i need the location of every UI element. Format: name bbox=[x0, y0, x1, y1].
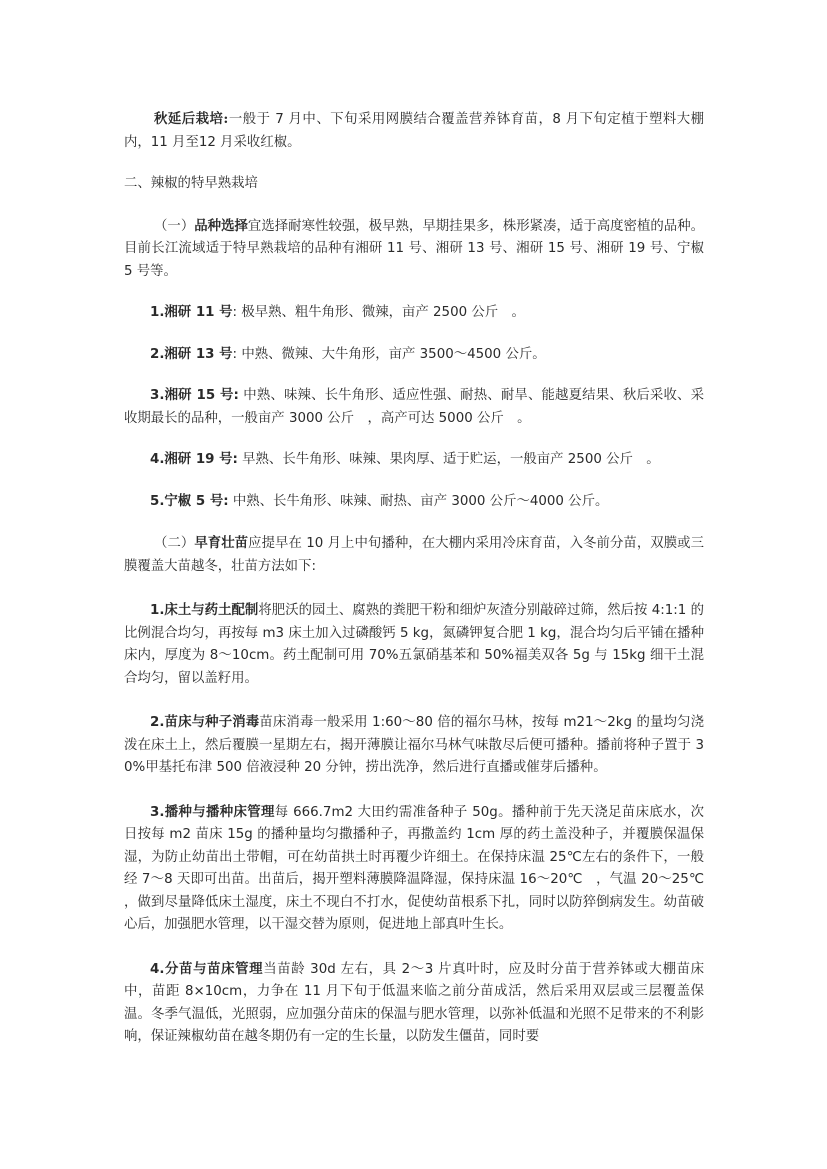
variety-name: 1.湘研 11 号 bbox=[150, 305, 233, 320]
document-body bbox=[124, 108, 718, 1049]
step-text: 每 666.7m2 大田约需准备种子 50g。播种前于先天浇足苗床底水，次日按每 m2 苗床 15g 的播种量均匀撒播种子，再撒盖约 1cm 厚的药土盖没种子，并覆膜保温保湿，为防止幼苗出土带帽，可在幼苗拱土时再覆少许细土。在保持床温 25℃左右的条件下，一般经 7～8 天即可出苗。出苗后，揭开塑料薄膜降温降湿，保持床温 16～20℃ ，气温 20～25℃ ，做到尽量降低床土湿度，床土不现白不打水，促使幼苗根系下扎，同时以防猝倒病发生。幼苗破心后，加强肥水管理，以干湿交替为原则，促进地上部真叶生长。 bbox=[124, 804, 718, 932]
variety-item bbox=[124, 344, 704, 367]
variety-name: 5.宁椒 5 号: bbox=[150, 493, 229, 509]
step-text: 将肥沃的园土、腐熟的粪肥干粉和细炉灰渣分别敲碎过筛，然后按 4:1:1 的比例混合均匀，再按每 m3 床土加入过磷酸钙 5 kg，氮磷钾复合肥 1 kg，混合均匀后平铺在播种床内，厚度为 8～10cm。药土配制可用 70%五氯硝基苯和 50%福美双各 5g 与 15kg 细干土混合均匀，留以盖籽用。 bbox=[124, 603, 705, 686]
step-item bbox=[124, 600, 704, 690]
variety-name: 2.湘研 13 号 bbox=[150, 346, 233, 362]
step-item bbox=[124, 802, 718, 937]
paragraph-lead-bold: 秋延后栽培: bbox=[154, 111, 229, 127]
variety-item bbox=[124, 449, 704, 472]
section-heading-early-cultivation: 二、辣椒的特早熟栽培 bbox=[124, 176, 258, 191]
variety-desc: 早熟、长牛角形、味辣、果肉厚、适于贮运，一般亩产 2500 公斤 。 bbox=[237, 452, 660, 467]
variety-desc: : 中熟、微辣、大牛角形，亩产 3500～4500 公斤。 bbox=[232, 346, 546, 362]
variety-desc: 中熟、长牛角形、味辣、耐热、亩产 3000 公斤～4000 公斤。 bbox=[228, 493, 609, 509]
section-prefix: （一） bbox=[154, 218, 195, 234]
paragraph-autumn-cultivation bbox=[124, 108, 704, 154]
step-title: 4.分苗与苗床管理 bbox=[150, 961, 264, 977]
variety-name: 4.湘研 19 号: bbox=[150, 452, 238, 467]
paragraph-text: 应提早在 10 月上中旬播种，在大棚内采用冷床育苗，入冬前分苗，双膜或三膜覆盖大苗越冬，壮苗方法如下: bbox=[124, 536, 705, 574]
variety-name: 3.湘研 15 号: bbox=[150, 388, 239, 403]
variety-item bbox=[124, 491, 704, 514]
step-item bbox=[124, 712, 704, 780]
paragraph-text: 一般于 7 月中、下旬采用网膜结合覆盖营养钵育苗，8 月下旬定植于塑料大棚内，11 月至12 月采收红椒。 bbox=[124, 112, 704, 150]
variety-desc: : 极早熟、粗牛角形、微辣，亩产 2500 公斤 。 bbox=[232, 305, 525, 320]
variety-desc: 中熟、味辣、长牛角形、适应性强、耐热、耐旱、能越夏结果、秋后采收、采收期最长的品种，一般亩产 3000 公斤 ，高产可达 5000 公斤 。 bbox=[124, 388, 704, 426]
paragraph-lead-bold: 早育壮苗 bbox=[194, 535, 249, 551]
step-item bbox=[124, 959, 704, 1049]
step-title: 3.播种与播种床管理 bbox=[150, 804, 275, 820]
step-title: 1.床土与药土配制 bbox=[150, 603, 259, 618]
step-text: 苗床消毒一般采用 1:60～80 倍的福尔马林，按每 m21～2kg 的量均匀浇泼在床土上，然后覆膜一星期左右，揭开薄膜让福尔马林气味散尽后便可播种。播前将种子置于 30%甲基托布津 500 倍液浸种 20 分钟，捞出洗净，然后进行直播或催芽后播种。 bbox=[124, 715, 704, 775]
paragraph-text: 宜选择耐寒性较强，极早熟，早期挂果多，株形紧凑，适于高度密植的品种。目前长江流域适于特早熟栽培的品种有湘研 11 号、湘研 13 号、湘研 15 号、湘研 19 号、宁椒 5 号等。 bbox=[124, 218, 705, 279]
step-text: 当苗龄 30d 左右，具 2～3 片真叶时，应及时分苗于营养钵或大棚苗床中，苗距 8×10cm，力争在 11 月下旬于低温来临之前分苗成活，然后采用双层或三层覆盖保温。冬季气温低，光照弱，应加强分苗床的保温与肥水管理，以弥补低温和光照不足带来的不利影响，保证辣椒幼苗在越冬期仍有一定的生长量，以防发生僵苗，同时要 bbox=[124, 961, 705, 1044]
section-prefix: （二） bbox=[154, 536, 195, 551]
step-title: 2.苗床与种子消毒 bbox=[150, 715, 260, 730]
variety-item bbox=[124, 385, 704, 430]
paragraph-seedling-raising bbox=[124, 532, 704, 578]
paragraph-lead-bold: 品种选择 bbox=[194, 217, 248, 234]
variety-item bbox=[124, 302, 704, 325]
paragraph-variety-selection bbox=[124, 215, 704, 284]
